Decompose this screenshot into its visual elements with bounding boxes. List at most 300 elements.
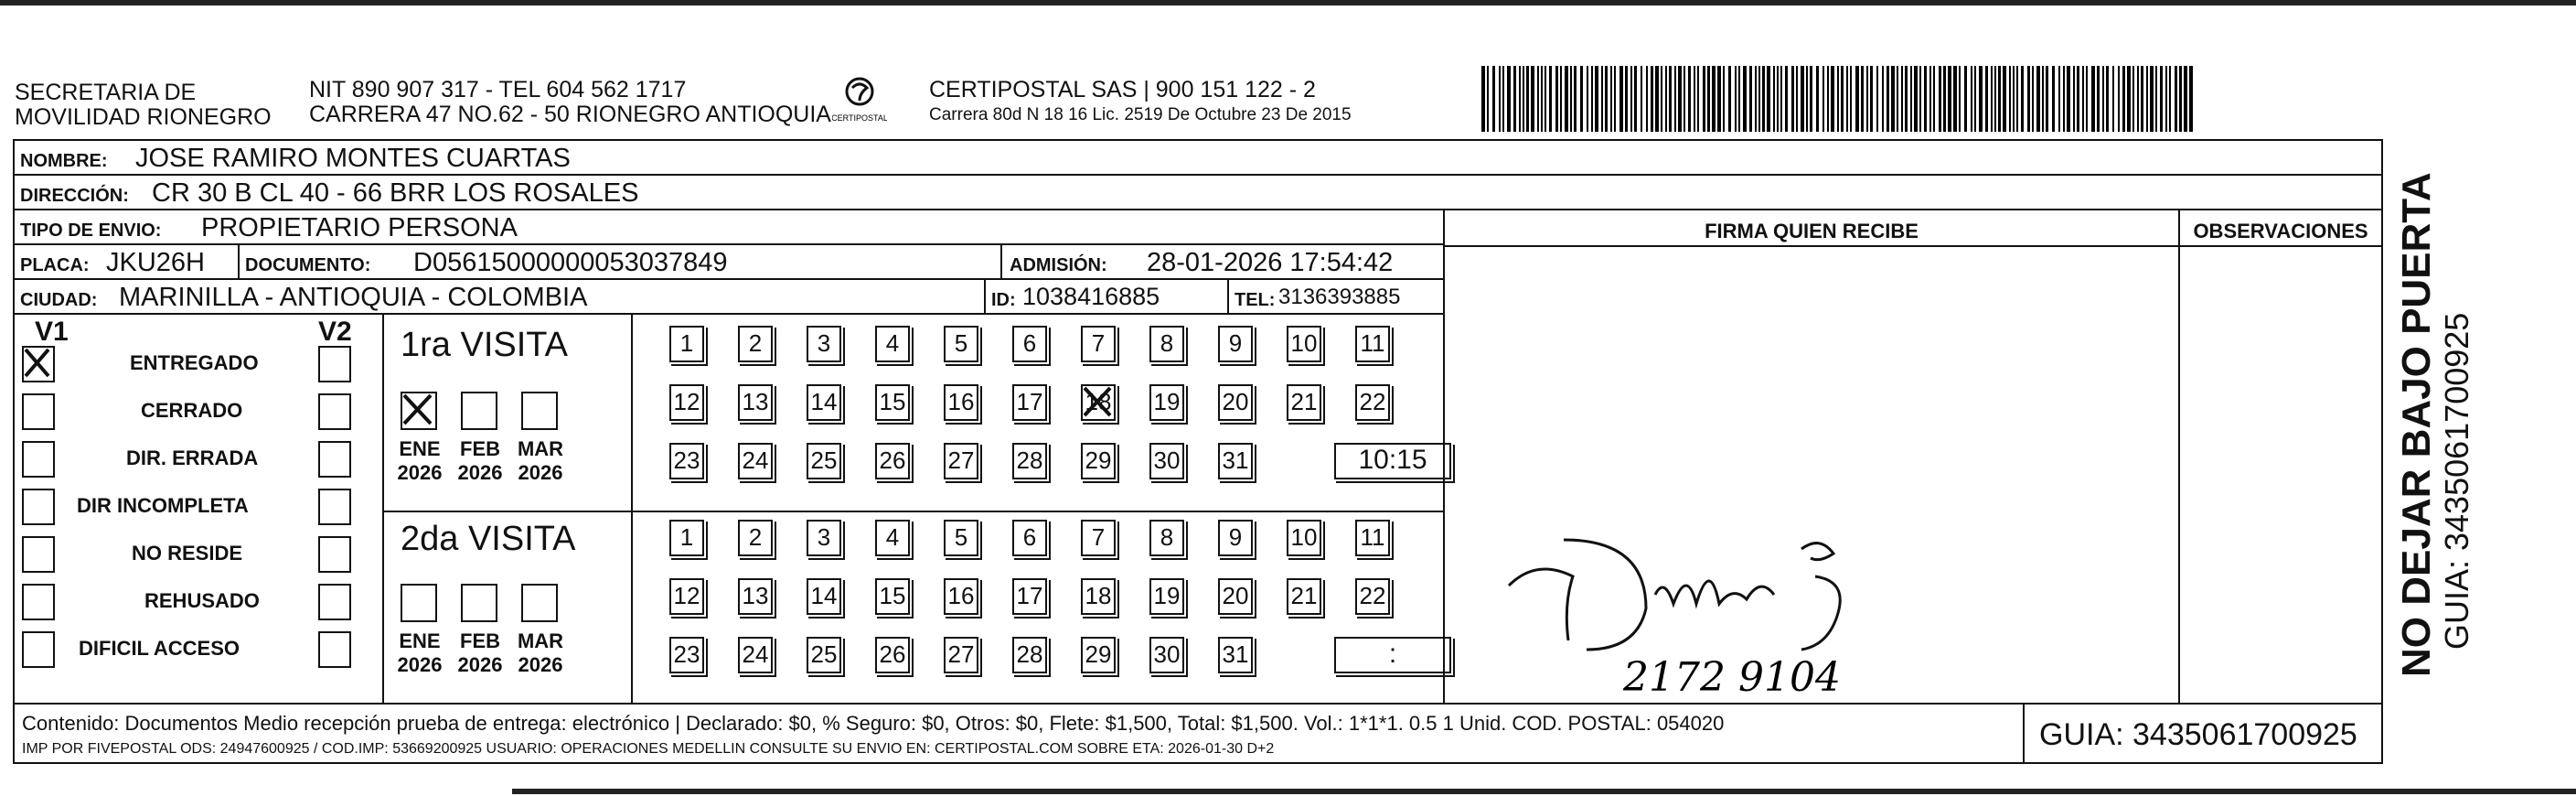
documento-value: D05615000000053037849 <box>413 248 728 277</box>
admision-value: 28-01-2026 17:54:42 <box>1147 248 1394 277</box>
barcode-bar <box>1499 66 1501 132</box>
barcode-bar <box>2077 66 2079 132</box>
day-number: 22 <box>1359 582 1386 609</box>
day-box[interactable] <box>875 520 910 556</box>
courier-info <box>929 78 1352 125</box>
nombre-label: NOMBRE: <box>20 151 108 171</box>
barcode-bar <box>1735 66 1737 132</box>
barcode-bar <box>1610 66 1612 132</box>
barcode-bar <box>1549 66 1552 132</box>
id-cell <box>984 278 1229 315</box>
day-box[interactable] <box>1012 578 1047 615</box>
barcode-bar <box>1641 66 1642 132</box>
v1-checkbox[interactable] <box>22 393 55 430</box>
month-year: 2026 <box>397 461 443 484</box>
footer-info <box>13 703 2025 764</box>
barcode-bar <box>1985 66 1988 132</box>
barcode-bar <box>2112 66 2114 132</box>
day-box[interactable] <box>669 326 704 362</box>
day-box[interactable] <box>1218 443 1253 479</box>
day-number: 6 <box>1022 329 1037 357</box>
top-border <box>0 0 2576 5</box>
day-number: 15 <box>879 582 906 609</box>
barcode-bar <box>2052 66 2055 132</box>
tel-value: 3136393885 <box>1278 285 1401 309</box>
barcode-bar <box>2118 66 2120 132</box>
day-box[interactable] <box>875 326 910 362</box>
v1-checkbox[interactable] <box>22 536 55 573</box>
day-box[interactable] <box>875 578 910 615</box>
barcode-bar <box>1861 66 1864 132</box>
barcode-bar <box>1785 66 1788 132</box>
day-box[interactable] <box>1287 384 1321 421</box>
day-box[interactable] <box>1355 578 1390 615</box>
barcode-bar <box>2132 66 2134 132</box>
barcode-bar <box>1669 66 1672 132</box>
barcode-bar <box>1661 66 1662 132</box>
barcode-bar <box>1943 66 1946 132</box>
footer-line-2: IMP POR FIVEPOSTAL ODS: 24947600925 / COD.IMP: 53669200925 USUARIO: OPERACIONES MEDELLIN CONSULTE SU ENVIO EN: CERTIPOSTAL.COM SOBRE ETA: 2026-01-30 D+2 <box>22 741 1275 757</box>
barcode-bar <box>1974 66 1976 132</box>
barcode-bar <box>1487 66 1489 132</box>
day-box[interactable] <box>1012 520 1047 556</box>
barcode-bar <box>1870 66 1873 132</box>
barcode-bar <box>1755 66 1757 132</box>
barcode-bar <box>1688 66 1691 132</box>
day-box[interactable] <box>738 384 773 421</box>
barcode-bar <box>1541 66 1543 132</box>
day-box[interactable] <box>1218 637 1253 673</box>
barcode-bar <box>1712 66 1716 132</box>
barcode-bar <box>2165 66 2167 132</box>
barcode-bar <box>1816 66 1819 132</box>
barcode-bar <box>1481 66 1485 132</box>
barcode-bar <box>1796 66 1798 132</box>
barcode-bar <box>1762 66 1765 132</box>
day-number: 7 <box>1091 329 1106 357</box>
day-number: 4 <box>885 523 900 551</box>
second-visit-title: 2da VISITA <box>401 520 576 558</box>
day-box[interactable] <box>1081 520 1116 556</box>
month-checkbox[interactable] <box>401 584 437 622</box>
day-number: 2 <box>748 329 763 357</box>
month-label <box>391 437 448 485</box>
barcode-bar <box>2021 66 2024 132</box>
barcode-bar <box>1876 66 1878 132</box>
v2-checkbox[interactable] <box>318 584 351 620</box>
month-label <box>512 437 569 485</box>
barcode-bar <box>1614 66 1616 132</box>
barcode-bar <box>2036 66 2040 132</box>
day-number: 18 <box>1085 388 1112 415</box>
id-value: 1038416885 <box>1022 283 1160 310</box>
day-number: 6 <box>1022 523 1037 551</box>
v2-checkbox[interactable] <box>318 536 351 573</box>
barcode-bar <box>1651 66 1653 132</box>
barcode-bar <box>1827 66 1829 132</box>
direccion-label: DIRECCIÓN: <box>20 186 129 206</box>
day-number: 31 <box>1222 446 1249 474</box>
day-number: 10 <box>1290 329 1318 357</box>
signature-id: 2172 9104 <box>1623 654 1841 701</box>
day-box[interactable] <box>738 520 773 556</box>
tipo-row <box>13 209 1445 245</box>
tipo-value: PROPIETARIO PERSONA <box>201 213 518 242</box>
day-number: 13 <box>742 388 769 415</box>
day-number: 17 <box>1016 388 1043 415</box>
barcode-bar <box>2175 66 2177 132</box>
day-box[interactable] <box>1149 326 1184 362</box>
day-number: 27 <box>947 446 975 474</box>
barcode-bar <box>1694 66 1695 132</box>
day-box[interactable] <box>944 384 978 421</box>
reason-label: ENTREGADO <box>130 351 259 374</box>
day-box[interactable] <box>669 384 704 421</box>
day-box[interactable] <box>807 520 841 556</box>
barcode-bar <box>1580 66 1583 132</box>
month-name: ENE <box>399 629 441 652</box>
time-box[interactable]: 10:15 <box>1334 443 1451 479</box>
direccion-row <box>13 174 2383 210</box>
barcode-bar <box>1831 66 1834 132</box>
day-box[interactable] <box>1287 326 1321 362</box>
barcode-bar <box>2032 66 2034 132</box>
barcode-bar <box>1646 66 1648 132</box>
org-line-1: SECRETARIA DE <box>15 80 197 105</box>
day-number: 28 <box>1016 640 1043 668</box>
recipient-signature <box>1500 522 1920 705</box>
day-box[interactable] <box>669 443 704 479</box>
nombre-row <box>13 139 2383 176</box>
day-box[interactable] <box>944 578 978 615</box>
day-number: 9 <box>1228 523 1243 551</box>
day-box[interactable] <box>944 326 978 362</box>
barcode-bar <box>1560 66 1562 132</box>
barcode-bar <box>2097 66 2100 132</box>
day-box[interactable] <box>1012 443 1047 479</box>
reason-label: DIR INCOMPLETA <box>77 494 249 517</box>
day-number: 8 <box>1160 329 1174 357</box>
day-number: 12 <box>673 388 700 415</box>
day-box[interactable] <box>807 637 841 673</box>
barcode-bar <box>1707 66 1710 132</box>
barcode-bar <box>2027 66 2030 132</box>
day-box[interactable] <box>875 384 910 421</box>
barcode-bar <box>1507 66 1511 132</box>
barcode-bar <box>1570 66 1572 132</box>
barcode-bar <box>1723 66 1725 132</box>
day-number: 19 <box>1153 582 1181 609</box>
barcode-bar <box>2013 66 2015 132</box>
day-box[interactable] <box>1355 384 1390 421</box>
barcode-bar <box>2122 66 2125 132</box>
day-box[interactable] <box>669 637 704 673</box>
day-box[interactable] <box>1218 520 1253 556</box>
day-number: 14 <box>810 388 838 415</box>
barcode-bar <box>1565 66 1568 132</box>
barcode-bar <box>1780 66 1782 132</box>
barcode-bar <box>2150 66 2154 132</box>
barcode-bar <box>2073 66 2075 132</box>
barcode-bar <box>1519 66 1521 132</box>
barcode-bar <box>1738 66 1740 132</box>
barcode-bar <box>1537 66 1539 132</box>
day-box[interactable] <box>1081 326 1116 362</box>
barcode-bar <box>1905 66 1908 132</box>
tel-cell <box>1227 278 1445 315</box>
day-box[interactable] <box>1287 520 1321 556</box>
barcode-bar <box>1891 66 1895 132</box>
barcode-bar <box>1866 66 1868 132</box>
barcode-bar <box>2141 66 2143 132</box>
day-number: 14 <box>810 582 838 609</box>
barcode-bar <box>1513 66 1516 132</box>
v1-label: V1 <box>35 317 69 347</box>
barcode-bar <box>1492 66 1495 132</box>
barcode-bar <box>1994 66 1996 132</box>
observaciones-column <box>2178 209 2383 705</box>
reason-label: NO RESIDE <box>132 542 243 565</box>
day-box[interactable] <box>1149 578 1184 615</box>
day-number: 2 <box>748 523 763 551</box>
reason-label: DIR. ERRADA <box>126 446 259 469</box>
barcode-bar <box>1837 66 1839 132</box>
barcode-bar <box>2102 66 2104 132</box>
barcode-bar <box>2003 66 2006 132</box>
day-number: 5 <box>954 523 968 551</box>
month-checkbox[interactable] <box>461 392 497 430</box>
barcode-bar <box>2146 66 2148 132</box>
day-number: 24 <box>742 446 769 474</box>
day-box[interactable] <box>1355 520 1390 556</box>
day-number: 20 <box>1222 388 1249 415</box>
barcode-bar <box>1605 66 1608 132</box>
day-box[interactable] <box>1218 326 1253 362</box>
barcode-bar <box>1979 66 1983 132</box>
barcode-bar <box>1846 66 1848 132</box>
day-number: 4 <box>885 329 900 357</box>
barcode-bar <box>1998 66 2001 132</box>
day-number: 10 <box>1290 523 1318 551</box>
barcode-bar <box>1728 66 1731 132</box>
org-line-2: MOVILIDAD RIONEGRO <box>15 104 272 130</box>
barcode-bar <box>2160 66 2163 132</box>
month-label <box>391 629 448 677</box>
nit-line-2: CARRERA 47 NO.62 - 50 RIONEGRO ANTIOQUIA <box>309 102 831 127</box>
day-number: 11 <box>1360 329 1385 357</box>
barcode-bar <box>1924 66 1927 132</box>
day-box[interactable] <box>738 637 773 673</box>
month-label <box>512 629 569 677</box>
month-name: FEB <box>460 629 500 652</box>
day-box[interactable] <box>807 384 841 421</box>
day-box[interactable] <box>1081 443 1116 479</box>
barcode-bar <box>1810 66 1812 132</box>
v1-checkbox[interactable] <box>22 631 55 668</box>
barcode-bar <box>1545 66 1546 132</box>
barcode-bar <box>2106 66 2109 132</box>
barcode-bar <box>1910 66 1912 132</box>
day-number: 7 <box>1091 523 1106 551</box>
day-box[interactable] <box>1012 637 1047 673</box>
barcode-bar <box>1703 66 1705 132</box>
barcode-bar <box>1587 66 1588 132</box>
time-box[interactable]: : <box>1334 637 1451 673</box>
barcode-bar <box>1502 66 1504 132</box>
barcode-bar <box>1914 66 1918 132</box>
day-box[interactable] <box>1218 578 1253 615</box>
day-box[interactable] <box>738 443 773 479</box>
day-box[interactable] <box>875 637 910 673</box>
day-box[interactable] <box>1149 443 1184 479</box>
day-number: 23 <box>673 640 700 668</box>
v2-checkbox[interactable] <box>318 441 351 478</box>
reason-label: DIFICIL ACCESO <box>79 637 240 660</box>
month-checkbox[interactable] <box>401 392 437 430</box>
v2-checkbox[interactable] <box>318 346 351 382</box>
barcode-bar <box>1791 66 1794 132</box>
barcode-bar <box>1948 66 1951 132</box>
month-year: 2026 <box>457 653 503 676</box>
day-box[interactable] <box>807 443 841 479</box>
day-box[interactable] <box>1012 384 1047 421</box>
day-number: 1 <box>679 329 694 357</box>
barcode-bar <box>1933 66 1935 132</box>
v2-checkbox[interactable] <box>318 393 351 430</box>
barcode-bar <box>1595 66 1598 132</box>
footer-guia <box>2023 703 2383 764</box>
day-number: 9 <box>1228 329 1243 357</box>
day-box[interactable] <box>1218 384 1253 421</box>
barcode-bar <box>1959 66 1961 132</box>
barcode-bar <box>1674 66 1676 132</box>
day-box[interactable] <box>1081 578 1116 615</box>
v2-checkbox[interactable] <box>318 489 351 525</box>
month-year: 2026 <box>397 653 443 676</box>
day-box[interactable] <box>1355 326 1390 362</box>
day-box[interactable] <box>875 443 910 479</box>
month-checkbox[interactable] <box>521 392 558 430</box>
month-name: FEB <box>460 437 500 460</box>
barcode-bar <box>2082 66 2084 132</box>
month-year: 2026 <box>518 461 563 484</box>
barcode-bar <box>1743 66 1747 132</box>
day-number: 17 <box>1016 582 1043 609</box>
barcode-bar <box>1850 66 1852 132</box>
ciudad-value: MARINILLA - ANTIOQUIA - COLOMBIA <box>119 283 588 312</box>
x-mark-icon <box>402 393 434 427</box>
v1-checkbox[interactable] <box>22 584 55 620</box>
day-box[interactable] <box>807 578 841 615</box>
barcode-bar <box>2009 66 2011 132</box>
day-number: 31 <box>1222 640 1249 668</box>
placa-label: PLACA: <box>20 255 90 275</box>
day-box[interactable] <box>944 443 978 479</box>
day-box[interactable] <box>1081 637 1116 673</box>
month-checkbox[interactable] <box>461 584 497 622</box>
barcode-bar <box>1882 66 1884 132</box>
day-box[interactable] <box>1081 384 1116 421</box>
day-box[interactable] <box>807 326 841 362</box>
reason-label: REHUSADO <box>144 589 260 612</box>
barcode-bar <box>2137 66 2139 132</box>
x-mark-icon <box>1083 386 1114 419</box>
barcode-bar <box>2091 66 2095 132</box>
barcode-bar <box>1634 66 1637 132</box>
v1-checkbox[interactable] <box>22 441 55 478</box>
tel-label: TEL: <box>1235 290 1276 310</box>
day-box[interactable] <box>738 326 773 362</box>
month-year: 2026 <box>457 461 503 484</box>
barcode-bar <box>1697 66 1699 132</box>
month-name: MAR <box>517 437 564 460</box>
day-box[interactable] <box>944 520 978 556</box>
day-number: 11 <box>1360 523 1385 551</box>
admision-cell <box>1000 243 1445 280</box>
ciudad-label: CIUDAD: <box>20 290 98 310</box>
barcode <box>1481 66 2204 132</box>
barcode-bar <box>1555 66 1558 132</box>
day-box[interactable] <box>1149 520 1184 556</box>
nombre-value: JOSE RAMIRO MONTES CUARTAS <box>135 144 571 173</box>
barcode-bar <box>1526 66 1529 132</box>
barcode-bar <box>1964 66 1967 132</box>
day-box[interactable] <box>669 520 704 556</box>
ciudad-cell <box>13 278 986 315</box>
day-box[interactable] <box>1149 637 1184 673</box>
day-number: 12 <box>673 582 700 609</box>
v2-checkbox[interactable] <box>318 631 351 668</box>
day-number: 26 <box>879 446 906 474</box>
barcode-bar <box>1939 66 1941 132</box>
documento-label: DOCUMENTO: <box>245 255 371 275</box>
day-number: 5 <box>954 329 968 357</box>
barcode-bar <box>1971 66 1972 132</box>
day-number: 26 <box>879 640 906 668</box>
day-number: 15 <box>879 388 906 415</box>
v1-checkbox[interactable] <box>22 489 55 525</box>
day-box[interactable] <box>1149 384 1184 421</box>
day-box[interactable] <box>1012 326 1047 362</box>
day-number: 8 <box>1160 523 1174 551</box>
barcode-bar <box>1531 66 1534 132</box>
day-number: 25 <box>810 446 838 474</box>
barcode-bar <box>1919 66 1921 132</box>
nit-line-1: NIT 890 907 317 - TEL 604 562 1717 <box>309 77 687 102</box>
day-box[interactable] <box>669 578 704 615</box>
barcode-bar <box>2058 66 2060 132</box>
barcode-bar <box>2189 66 2193 132</box>
barcode-bar <box>1749 66 1752 132</box>
barcode-bar <box>1822 66 1824 132</box>
x-mark-icon <box>24 348 52 380</box>
barcode-bar <box>2067 66 2070 132</box>
day-number: 1 <box>679 523 694 551</box>
barcode-bar <box>1630 66 1632 132</box>
day-box[interactable] <box>1287 578 1321 615</box>
documento-cell <box>238 243 1002 280</box>
placa-value: JKU26H <box>106 248 205 277</box>
day-box[interactable] <box>738 578 773 615</box>
firma-header: FIRMA QUIEN RECIBE <box>1705 220 1919 242</box>
day-box[interactable] <box>944 637 978 673</box>
month-checkbox[interactable] <box>521 584 558 622</box>
barcode-bar <box>1591 66 1593 132</box>
org-name <box>15 81 272 130</box>
barcode-bar <box>2169 66 2171 132</box>
v1-checkbox[interactable] <box>22 346 55 382</box>
day-number: 29 <box>1085 640 1112 668</box>
